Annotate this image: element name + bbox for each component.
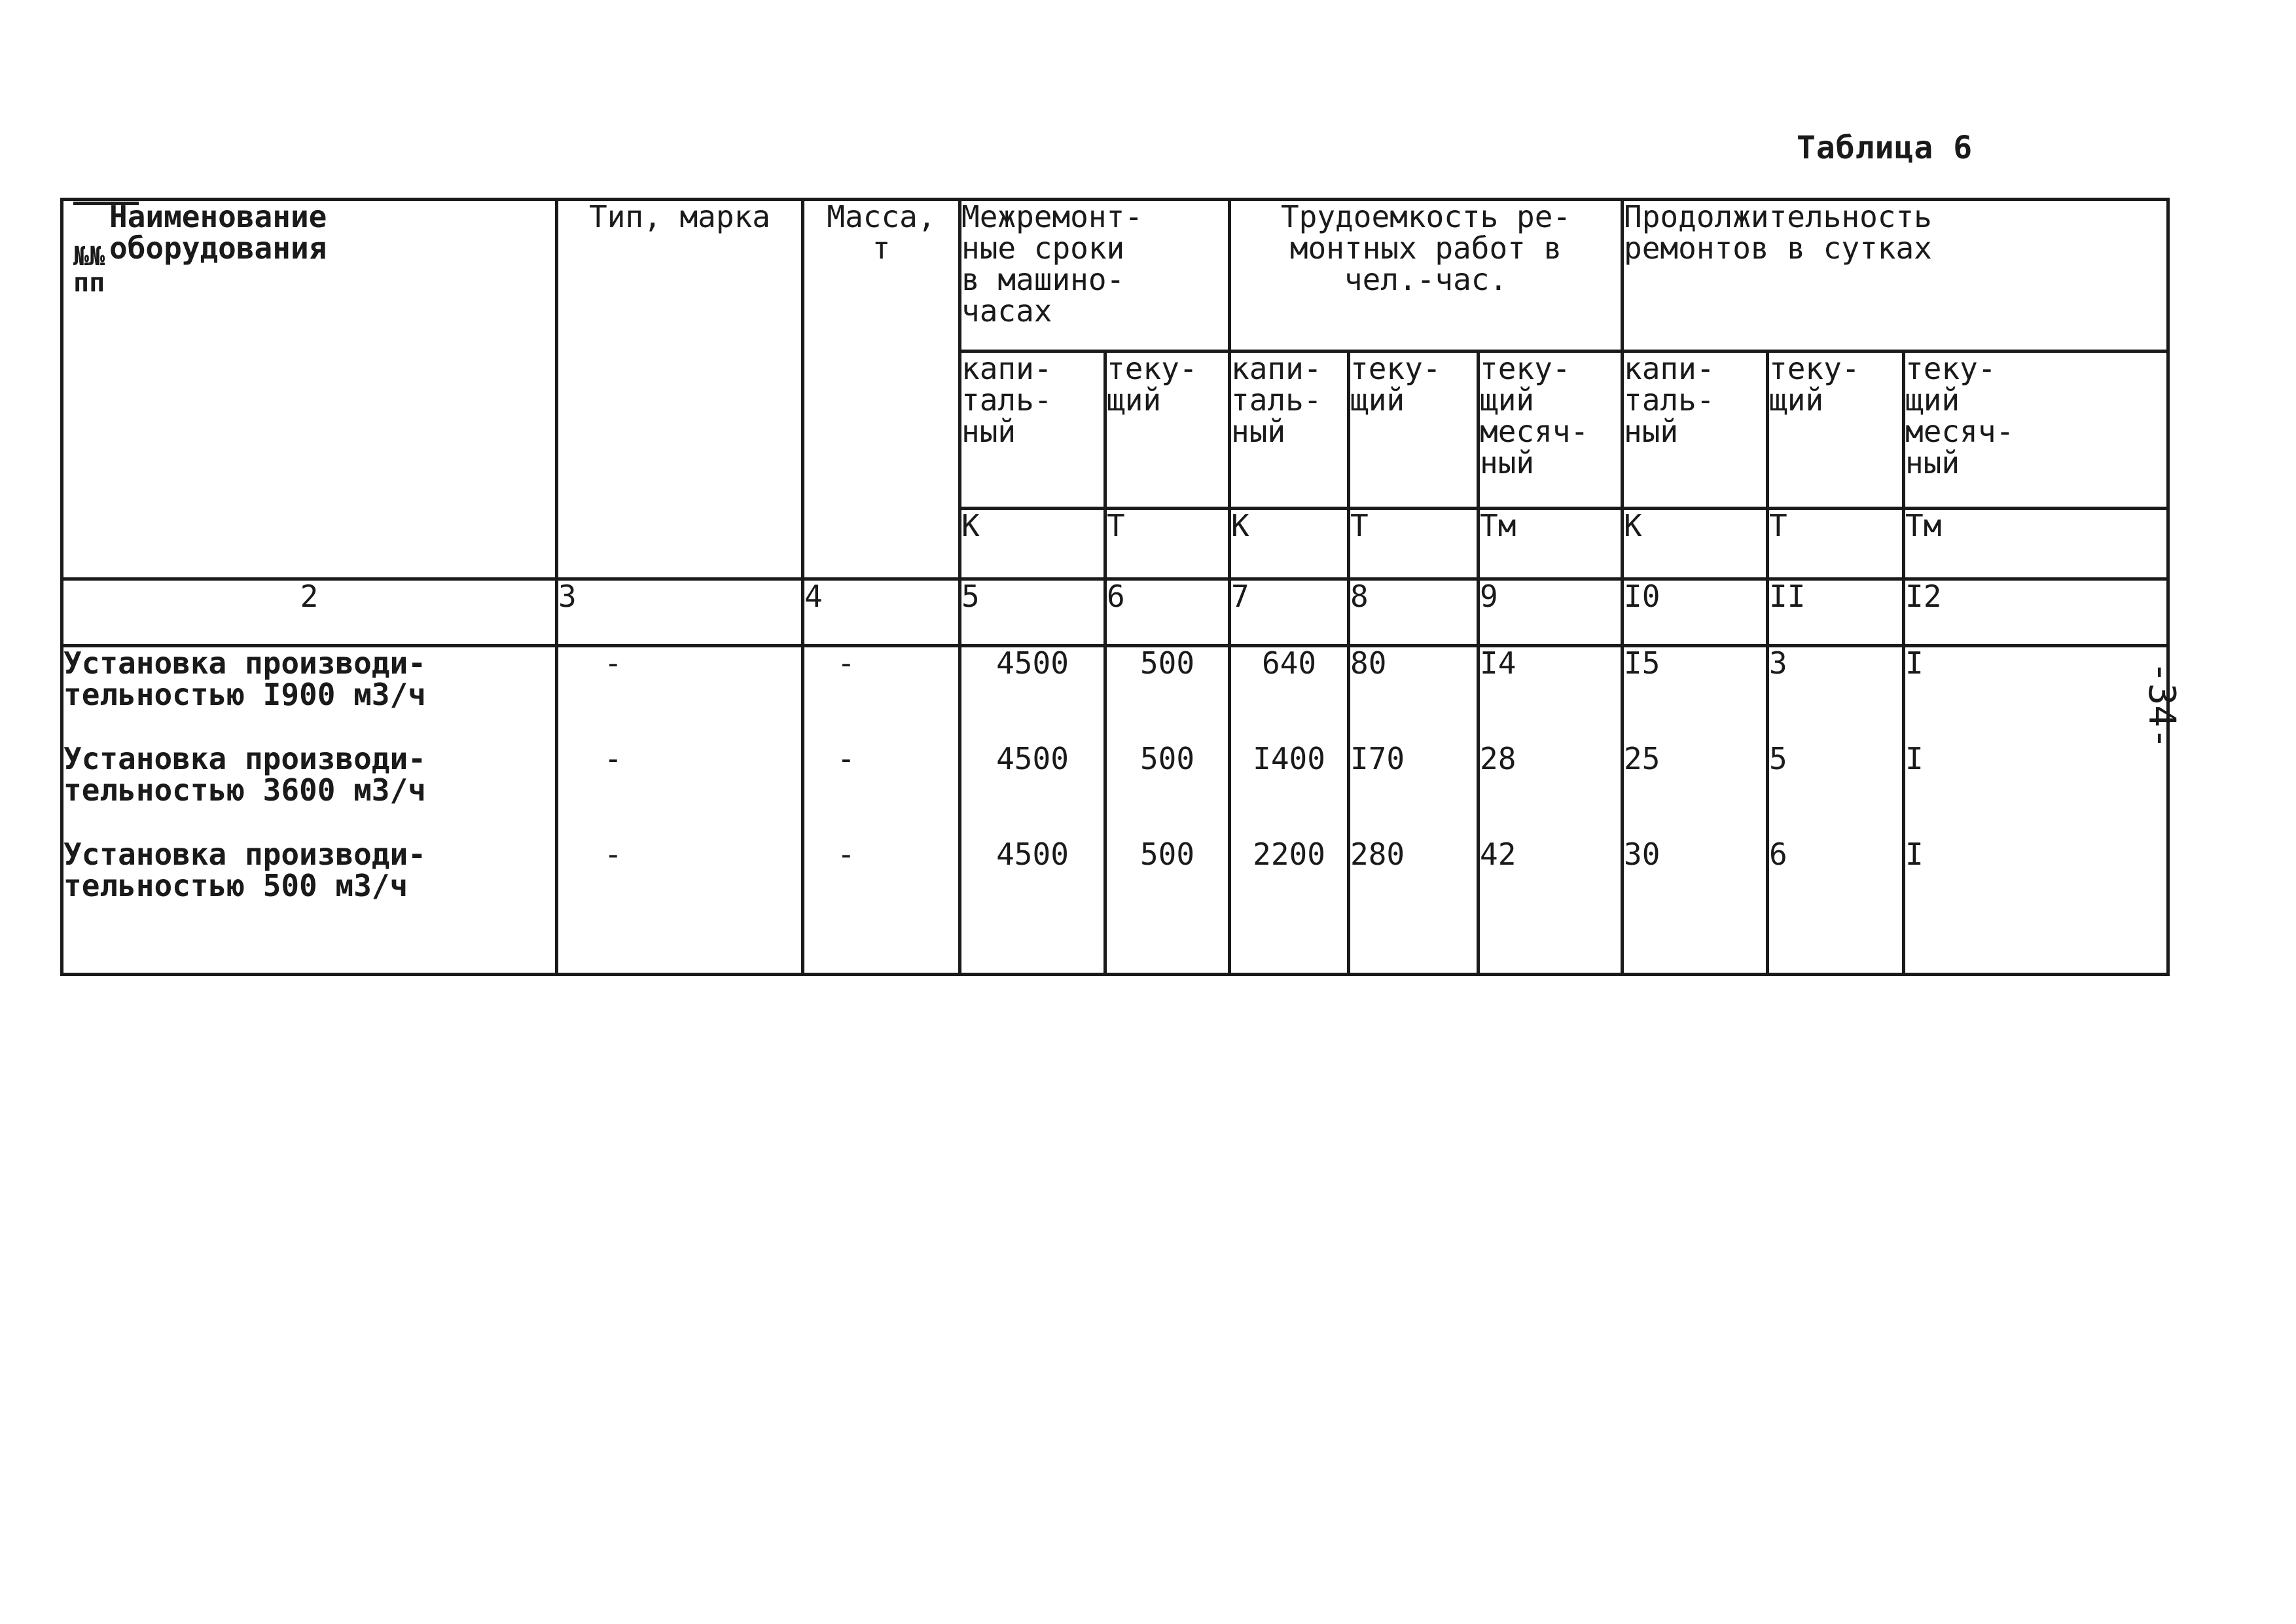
- name-line: тельностью 500 м3/ч: [63, 868, 408, 903]
- sub-line: капи-: [961, 351, 1052, 386]
- symbol-cell: Т: [1768, 509, 1904, 579]
- cell-value: 42: [1480, 837, 1516, 872]
- header-name: [62, 200, 557, 579]
- sub-line: капи-: [1231, 351, 1322, 386]
- mass-value: -: [837, 645, 855, 681]
- cell-value: 25: [1624, 741, 1660, 776]
- sub-line: таль-: [1624, 382, 1715, 418]
- equipment-names: [62, 646, 557, 975]
- sub-line: месяч-: [1480, 414, 1589, 449]
- column-number: 6: [1105, 579, 1230, 646]
- list-item: [63, 647, 555, 743]
- cell-value: I: [1905, 837, 1924, 872]
- repair-table: [60, 198, 2170, 976]
- corner-label-line-1: №№: [73, 242, 105, 272]
- header-labor-line-2: монтных работ в: [1289, 230, 1562, 266]
- sub-line: теку-: [1769, 351, 1860, 386]
- cell-value: 28: [1480, 741, 1516, 776]
- column-number: 8: [1349, 579, 1479, 646]
- sub-duration-current: [1768, 352, 1904, 509]
- header-labor: [1230, 200, 1623, 352]
- sub-duration-monthly: [1904, 352, 2168, 509]
- sub-duration-capital: [1623, 352, 1768, 509]
- column-number: I2: [1904, 579, 2168, 646]
- cell-value: I: [1905, 645, 1924, 681]
- sub-line: щий: [1350, 382, 1405, 418]
- name-line: тельностью 3600 м3/ч: [63, 772, 426, 808]
- cell-value: 6: [1769, 837, 1787, 872]
- cell-value: 280: [1350, 837, 1405, 872]
- cell-value: I4: [1480, 645, 1516, 681]
- cell-value: I5: [1624, 645, 1660, 681]
- sub-intervals-capital: [960, 352, 1105, 509]
- header-name-line-1: Наименование: [109, 199, 327, 234]
- header-name-line-2: оборудования: [109, 230, 327, 266]
- sub-intervals-current: [1105, 352, 1230, 509]
- column-number: 4: [803, 579, 960, 646]
- cell-value: 80: [1350, 645, 1387, 681]
- header-mass: [803, 200, 960, 579]
- header-labor-line-1: Трудоемкость ре-: [1280, 199, 1571, 234]
- header-labor-line-3: чел.-час.: [1344, 262, 1508, 297]
- column-number: 3: [557, 579, 803, 646]
- duration-monthly-column: [1904, 646, 2168, 975]
- symbol-cell: Т: [1349, 509, 1479, 579]
- symbol-cell: Тм: [1479, 509, 1623, 579]
- column-number: 2: [62, 579, 557, 646]
- header-duration-line-1: Продолжительность: [1624, 199, 1932, 234]
- sub-labor-current: [1349, 352, 1479, 509]
- column-number: II: [1768, 579, 1904, 646]
- cell-value: 500: [1139, 645, 1195, 681]
- corner-label-line-2: пп: [73, 268, 105, 298]
- cell-value: 30: [1624, 837, 1660, 872]
- page-number: -34-: [2140, 661, 2183, 749]
- header-mass-line-2: т: [872, 230, 891, 266]
- sub-line: щий: [1107, 382, 1162, 418]
- cell-value: 3: [1769, 645, 1787, 681]
- column-number: I0: [1623, 579, 1768, 646]
- cell-value: I70: [1350, 741, 1405, 776]
- symbol-cell: К: [960, 509, 1105, 579]
- name-line: Установка производи-: [63, 741, 426, 776]
- name-line: тельностью I900 м3/ч: [63, 677, 426, 712]
- header-mass-line-1: Масса,: [827, 199, 936, 234]
- header-type: [557, 200, 803, 579]
- header-intervals-line-1: Межремонт-: [961, 199, 1143, 234]
- sub-labor-capital: [1230, 352, 1349, 509]
- sub-line: щий: [1905, 382, 1960, 418]
- mass-column: [803, 646, 960, 975]
- header-type-text: Тип, марка: [589, 199, 770, 234]
- list-item: [63, 839, 555, 934]
- list-item: [63, 743, 555, 839]
- sub-line: ный: [1231, 414, 1286, 449]
- cell-value: 500: [1139, 837, 1195, 872]
- labor-capital-column: [1230, 646, 1349, 975]
- header-intervals-line-4: часах: [961, 293, 1052, 329]
- sub-line: щий: [1769, 382, 1824, 418]
- cell-value: 4500: [996, 837, 1069, 872]
- duration-current-column: [1768, 646, 1904, 975]
- sub-line: теку-: [1905, 351, 1996, 386]
- column-number: 7: [1230, 579, 1349, 646]
- header-intervals-line-2: ные сроки: [961, 230, 1125, 266]
- labor-current-column: [1349, 646, 1479, 975]
- column-number-row: [62, 579, 2168, 646]
- sub-line: ный: [1624, 414, 1679, 449]
- table-caption: Таблица 6: [1797, 130, 1973, 166]
- header-intervals-line-3: в машино-: [961, 262, 1125, 297]
- sub-line: капи-: [1624, 351, 1715, 386]
- cell-value: I: [1905, 741, 1924, 776]
- type-value: -: [604, 645, 622, 681]
- sub-line: теку-: [1107, 351, 1198, 386]
- type-column: [557, 646, 803, 975]
- mass-value: -: [837, 741, 855, 776]
- body-row: [62, 646, 2168, 975]
- cell-value: 4500: [996, 741, 1069, 776]
- sub-line: ный: [1480, 445, 1535, 480]
- cell-value: 4500: [996, 645, 1069, 681]
- symbol-cell: Тм: [1904, 509, 2168, 579]
- type-value: -: [604, 741, 622, 776]
- sub-line: ный: [961, 414, 1016, 449]
- mass-value: -: [837, 837, 855, 872]
- cell-value: 500: [1139, 741, 1195, 776]
- header-row-groups: [62, 200, 2168, 352]
- cell-value: 2200: [1253, 837, 1325, 872]
- cell-value: I400: [1253, 741, 1325, 776]
- sub-line: теку-: [1350, 351, 1441, 386]
- symbol-cell: К: [1230, 509, 1349, 579]
- name-line: Установка производи-: [63, 837, 426, 872]
- symbol-cell: К: [1623, 509, 1768, 579]
- type-value: -: [604, 837, 622, 872]
- column-number: 5: [960, 579, 1105, 646]
- header-duration-line-2: ремонтов в сутках: [1624, 230, 1932, 266]
- cell-value: 5: [1769, 741, 1787, 776]
- sub-line: таль-: [961, 382, 1052, 418]
- symbol-cell: Т: [1105, 509, 1230, 579]
- name-line: Установка производи-: [63, 645, 426, 681]
- sub-line: таль-: [1231, 382, 1322, 418]
- cell-value: 640: [1261, 645, 1317, 681]
- sub-line: щий: [1480, 382, 1535, 418]
- interval-capital-column: [960, 646, 1105, 975]
- duration-capital-column: [1623, 646, 1768, 975]
- interval-current-column: [1105, 646, 1230, 975]
- sub-line: теку-: [1480, 351, 1571, 386]
- labor-monthly-column: [1479, 646, 1623, 975]
- sub-line: месяч-: [1905, 414, 2015, 449]
- header-intervals: [960, 200, 1230, 352]
- column-number: 9: [1479, 579, 1623, 646]
- sub-line: ный: [1905, 445, 1960, 480]
- header-duration: [1623, 200, 2168, 352]
- sub-labor-monthly: [1479, 352, 1623, 509]
